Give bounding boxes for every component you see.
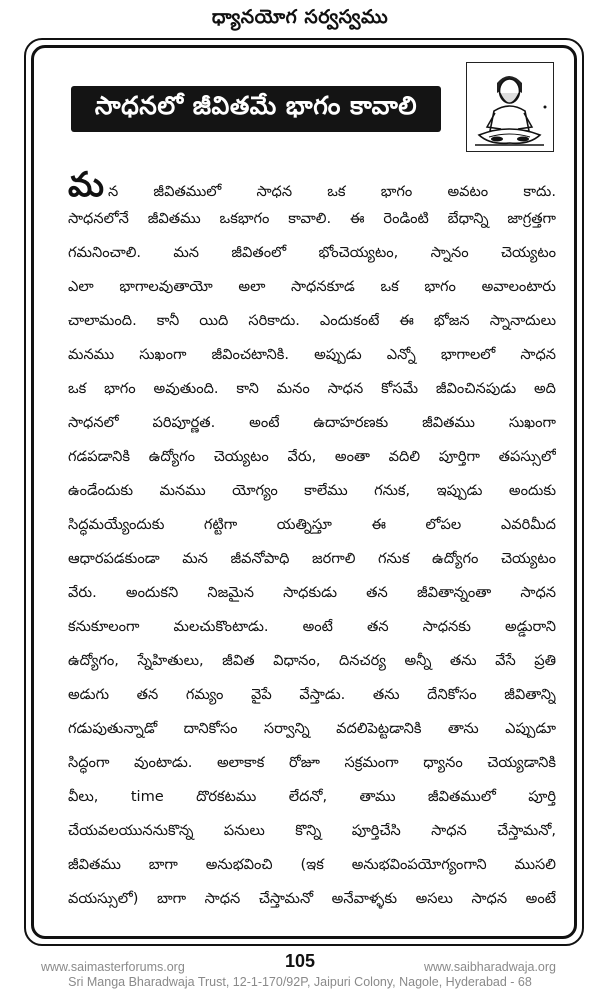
footer-link-right[interactable]: www.saibharadwaja.org bbox=[423, 960, 556, 974]
text-line: ఎలా భాగాలవుతాయో అలా సాధనకూడ ఒక భాగం అవాలంటారు bbox=[68, 278, 556, 295]
text-line: కనుకూలంగా మలచుకొంటాడు. అంటే తన సాధనకు అడ్డురాని bbox=[68, 618, 556, 635]
text-line: చేయవలయుననుకొన్న పనులు కొన్ని పూర్తిచేసి సాధన చేస్తామనో, bbox=[68, 822, 556, 839]
text-line: జీవితము బాగా అనుభవించి (ఇక అనుభవింపయోగ్యంగాని ముసలి bbox=[68, 856, 556, 873]
footer-link-left[interactable]: www.saimasterforums.org bbox=[41, 960, 185, 974]
drop-cap: మ bbox=[68, 168, 104, 202]
guru-portrait bbox=[466, 62, 554, 152]
text-line: మనము సుఖంగా జీవించటానికి. అప్పుడు ఎన్నో భాగాలలో సాధన bbox=[68, 346, 556, 363]
chapter-title: సాధనలో జీవితమే భాగం కావాలి bbox=[71, 86, 441, 132]
text-line: గడుపుతున్నాడో దానికోసం సర్వాన్ని వదలిపెట్టడానికి తాను ఎప్పుడూ bbox=[68, 720, 556, 737]
text-line: సిద్ధంగా వుంటాడు. అలాకాక రోజూ సక్రమంగా ధ్యానం చెయ్యడానికి bbox=[68, 754, 556, 771]
page-number: 105 bbox=[284, 951, 316, 971]
text-line: ఆధారపడకుండా మన జీవనోపాధి జరగాలి గనుక ఉద్యోగం చెయ్యటం bbox=[68, 550, 556, 567]
text-line: వేరు. అందుకని నిజమైన సాధకుడు తన జీవితాన్నంతా సాధన bbox=[68, 584, 556, 601]
text-line: గడపడానికి ఉద్యోగం చెయ్యటం వేరు, అంతా వదిలి పూర్తిగా తపస్సులో bbox=[68, 448, 556, 465]
text-line: వీలు, time దొరకటము లేదనో, తాము జీవితములో పూర్తి bbox=[68, 788, 556, 805]
text-line: గమనించాలి. మన జీవితంలో భోంచెయ్యటం, స్నానం చెయ్యటం bbox=[68, 244, 556, 261]
footer-address: Sri Manga Bharadwaja Trust, 12-1-170/92P, Jaipuri Colony, Nagole, Hyderabad - 68 bbox=[68, 975, 532, 989]
text-line: సాధనలో పరిపూర్ణత. అంటే ఉదాహరణకు జీవితము సుఖంగా bbox=[68, 414, 556, 431]
text-line: ఉండేందుకు మనము యోగ్యం కాలేము గనుక, ఇప్పుడు అందుకు bbox=[68, 482, 556, 499]
text-line: సిద్ధమయ్యేందుకు గట్టిగా యత్నిస్తూ ఈ లోపల ఎవరిమీద bbox=[68, 516, 556, 533]
running-title: ధ్యానయోగ సర్వస్వము bbox=[211, 6, 389, 28]
text-line: చాలామంది. కానీ యిది సరికాదు. ఎందుకంటే ఈ భోజన స్నానాదులు bbox=[68, 312, 556, 329]
text-line: ఒక భాగం అవుతుంది. కాని మనం సాధన కోసమే జీవించినపుడు అది bbox=[68, 380, 556, 397]
text-line: ఉద్యోగం, స్నేహితులు, జీవిత విధానం, దినచర్య అన్నీ తను వేసే ప్రతి bbox=[68, 652, 556, 669]
seated-figure-illustration bbox=[467, 63, 552, 150]
text-line: మ న జీవితములో సాధన ఒక భాగం అవటం కాదు. bbox=[68, 168, 556, 202]
text-line: సాధనలోనే జీవితము ఒకభాగం కావాలి. ఈ రెండింటి బేధాన్ని జాగ్రత్తగా bbox=[68, 210, 556, 227]
text-line: అడుగు తన గమ్యం వైపే వేస్తాడు. తను దేనికోసం జీవితాన్ని bbox=[68, 686, 556, 703]
text-line: వయస్సులో) బాగా సాధన చేస్తామనో అనేవాళ్ళకు అసలు సాధన అంటే bbox=[68, 890, 556, 907]
